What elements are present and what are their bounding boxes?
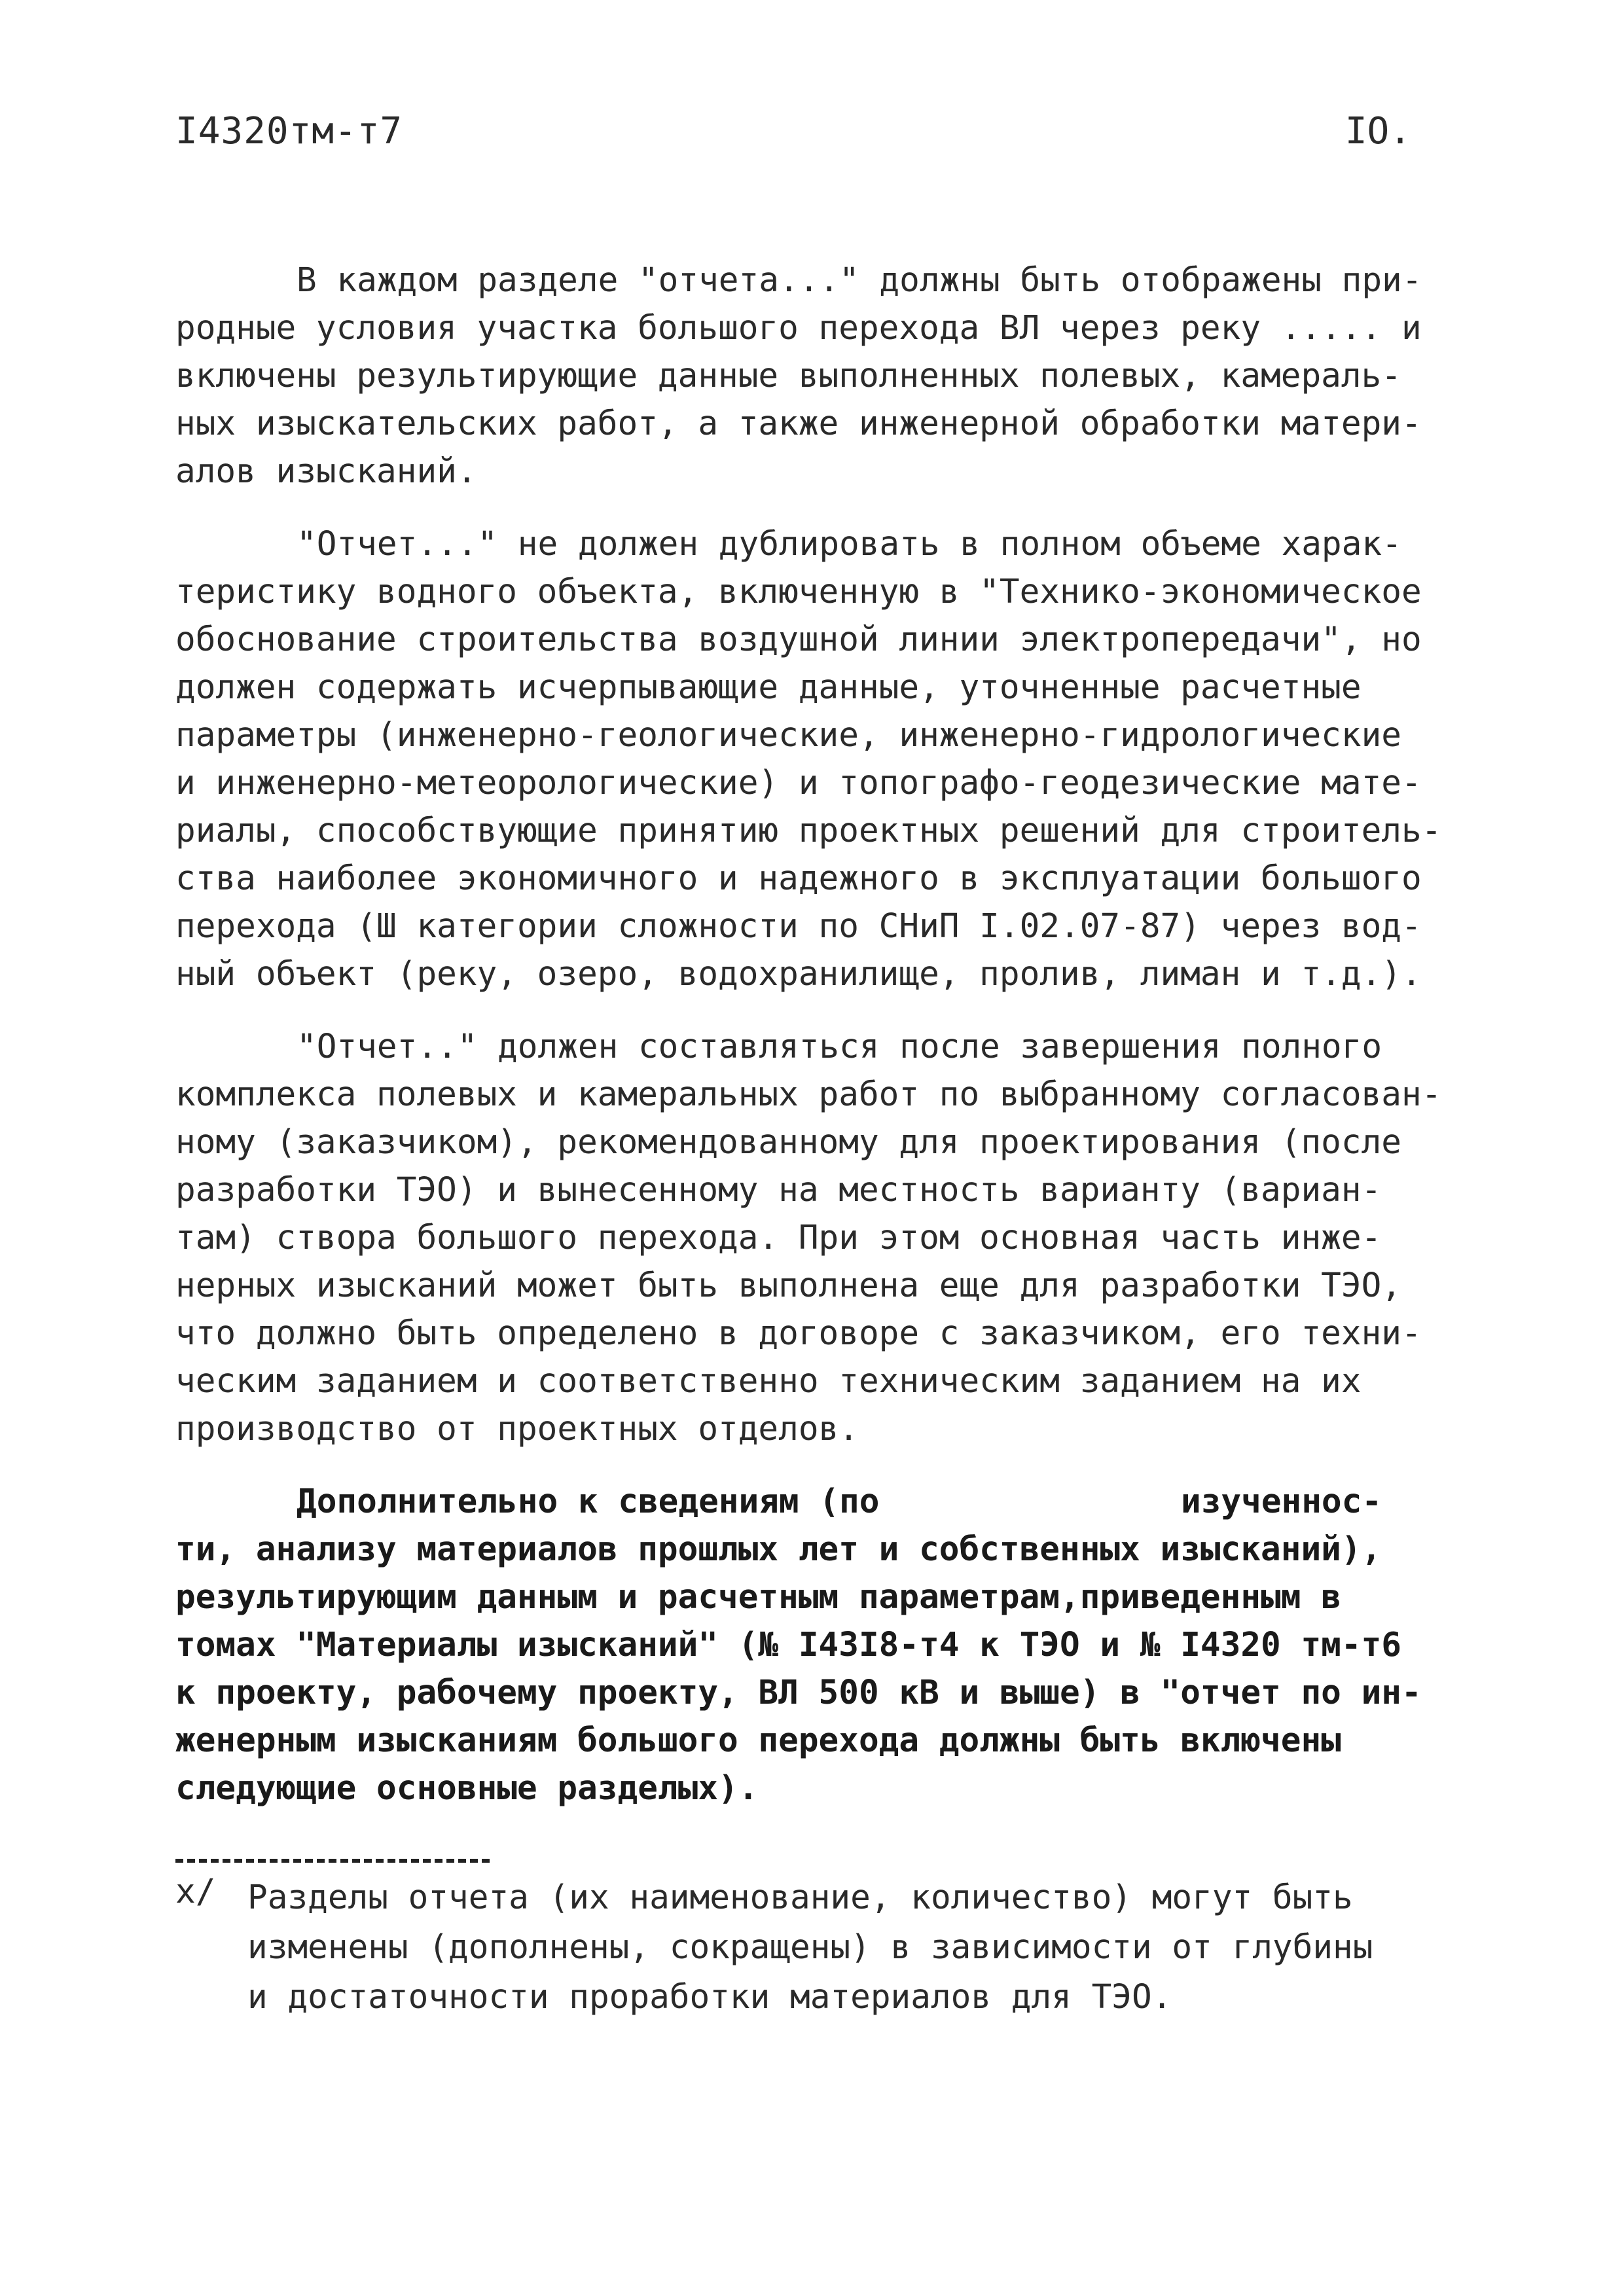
footnote-text — [247, 1873, 1452, 2022]
text-line: ческим заданием и соответственно техническим заданием на их — [175, 1362, 1362, 1401]
text-line: параметры (инженерно-геологические, инженерно-гидрологические — [175, 716, 1401, 755]
text-line: В каждом разделе "отчета..." должны быть отображены при- — [297, 261, 1422, 300]
text-line: что должно быть определено в договоре с заказчиком, его техни- — [175, 1314, 1422, 1353]
text-line: производство от проектных отделов. — [175, 1410, 859, 1448]
text-line: ства наиболее экономичного и надежного в эксплуатации большого — [175, 859, 1422, 898]
text-line: теристику водного объекта, включенную в "Технико-экономическое — [175, 573, 1422, 611]
text-line: ный объект (реку, озеро, водохранилище, пролив, лиман и т.д.). — [175, 955, 1422, 994]
text-line: включены результирующие данные выполненных полевых, камераль- — [175, 357, 1401, 395]
text-line: комплекса полевых и камеральных работ по выбранному согласован- — [175, 1075, 1442, 1114]
footnote-line: изменены (дополнены, сокращены) в зависимости от глубины — [247, 1928, 1373, 1967]
text-line: томах "Материалы изысканий" (№ I43I8-т4 к ТЭО и № I4320 тм-т6 — [175, 1626, 1401, 1664]
text-line: там) створа большого перехода. При этом основная часть инже- — [175, 1219, 1382, 1257]
footnote — [175, 1873, 1452, 2022]
text-line: женерным изысканиям большого перехода должны быть включены — [175, 1721, 1341, 1760]
page-header — [175, 110, 1411, 169]
text-line: риалы, способствующие принятию проектных решений для строитель- — [175, 812, 1442, 850]
text-line: алов изысканий. — [175, 452, 477, 491]
text-line: и инженерно-метеорологические) и топографо-геодезические мате- — [175, 764, 1422, 802]
text-line: разработки ТЭО) и вынесенному на местность варианту (вариан- — [175, 1171, 1382, 1210]
text-line: нерных изысканий может быть выполнена еще для разработки ТЭО, — [175, 1266, 1401, 1305]
text-line: к проекту, рабочему проекту, ВЛ 500 кВ и выше) в "отчет по ин- — [175, 1674, 1422, 1712]
text-line: ных изыскательских работ, а также инженерной обработки матери- — [175, 404, 1422, 443]
page-number: IO. — [1344, 110, 1411, 152]
text-line: "Отчет.." должен составляться после завершения полного — [297, 1028, 1382, 1066]
text-line: обоснование строительства воздушной линии электропередачи", но — [175, 620, 1422, 659]
paragraph-2 — [175, 520, 1452, 998]
text-line: результирующим данным и расчетным параметрам,приведенным в — [175, 1578, 1341, 1617]
footnote-line: Разделы отчета (их наименование, количество) могут быть — [247, 1878, 1353, 1917]
footnote-separator — [175, 1859, 490, 1863]
text-line: должен содержать исчерпывающие данные, уточненные расчетные — [175, 668, 1362, 707]
paragraph-4 — [175, 1478, 1452, 1812]
text-line: следующие основные разделыx). — [175, 1769, 759, 1808]
footnote-marker: x/ — [175, 1873, 216, 1911]
text-line: ному (заказчиком), рекомендованному для проектирования (после — [175, 1123, 1401, 1162]
text-line: ти, анализу материалов прошлых лет и собственных изысканий), — [175, 1530, 1382, 1569]
footnote-line: и достаточности проработки материалов для ТЭО. — [247, 1978, 1172, 2017]
text-line: перехода (Ш категории сложности по СНиП I.02.07-87) через вод- — [175, 907, 1422, 946]
document-code: I4320тм-т7 — [175, 110, 403, 152]
text-line: Дополнительно к сведениям (по изученнос- — [297, 1482, 1382, 1521]
paragraph-1 — [175, 257, 1452, 495]
text-line: "Отчет..." не должен дублировать в полном объеме харак- — [297, 525, 1402, 564]
text-line: родные условия участка большого перехода ВЛ через реку ..... и — [175, 309, 1422, 348]
paragraph-3 — [175, 1023, 1452, 1453]
body-text — [175, 257, 1452, 1837]
